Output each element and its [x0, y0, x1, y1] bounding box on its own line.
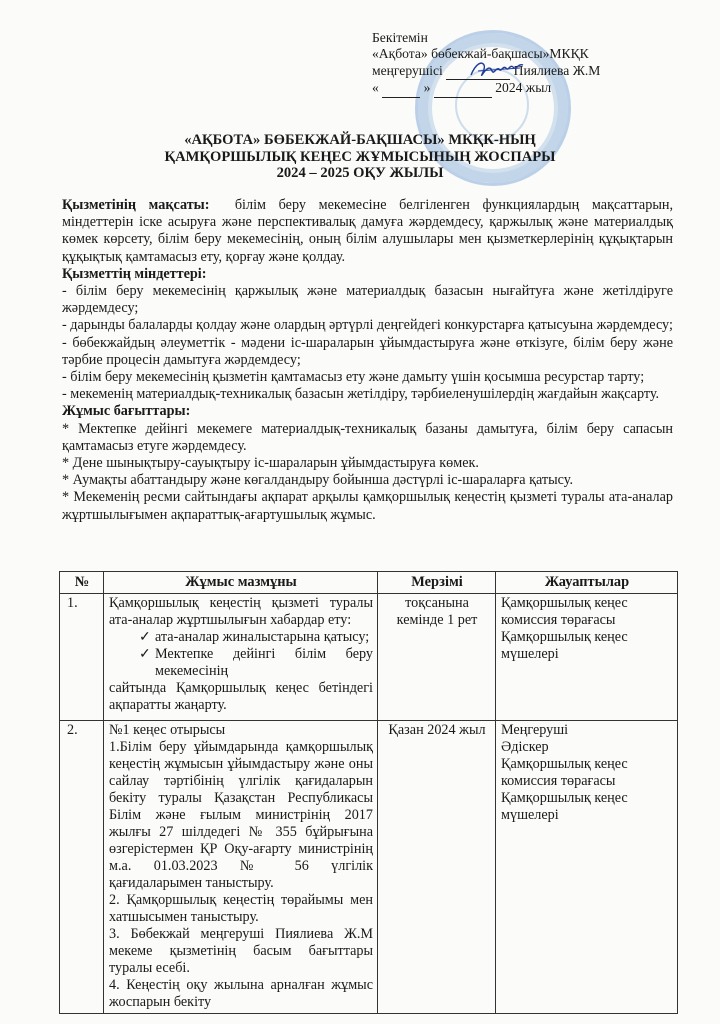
- responsible-item: Меңгеруші: [501, 722, 569, 738]
- row-number: 1.: [60, 594, 104, 721]
- row-content: [104, 594, 378, 721]
- date-month-blank: [434, 80, 492, 97]
- content-intro: Қамқоршылық кеңестің қызметі туралы ата-аналар жұртшылығын хабардар ету:: [109, 595, 373, 628]
- task-item: - білім беру мекемесінің қызметін қамтамасыз ету және дамыту үшін қосымша ресурстар тарту;: [62, 369, 645, 386]
- task-item: - мекеменің материалдық-техникалық базасын жетілдіру, тәрбиеленушілердің жағдайын жақсарту.: [62, 386, 660, 403]
- date-year: 2024 жыл: [495, 80, 552, 96]
- table-row: [60, 594, 678, 721]
- direction-item: * Мекеменің ресми сайтындағы ақпарат арқылы қамқоршылық кеңестің қызметі туралы ата-аналар жұртшылығымен ақпараттық-ағартушылық жұмыс.: [62, 489, 673, 523]
- checkmark-icon: ✓: [139, 646, 151, 662]
- agenda-item: 2. Қамқоршылық кеңестің төрайымы мен хатшысымен таныстыру.: [109, 892, 373, 925]
- row-number: 2.: [60, 721, 104, 1014]
- direction-item: * Дене шынықтыру-сауықтыру іс-шараларын ұйымдастыруға көмек.: [62, 455, 479, 472]
- responsible-item: Қамқоршылық кеңес мүшелері: [501, 629, 628, 662]
- header-responsible: Жауаптылар: [496, 572, 678, 594]
- goal-heading: Қызметінің мақсаты:: [62, 197, 210, 213]
- date-quote-open: «: [372, 80, 379, 96]
- header-content: Жұмыс мазмұны: [104, 572, 378, 594]
- signature-line: [446, 63, 510, 80]
- check-item-text: Мектепке дейінгі білім беру мекемесінің: [155, 646, 373, 679]
- directions-heading: Жұмыс бағыттары:: [62, 403, 191, 420]
- check-list: [109, 629, 373, 680]
- meeting-title: №1 кеңес отырысы: [109, 722, 226, 738]
- goal-text: білім беру мекемесіне белгіленген функциялардың мақсаттарын, міндеттерін іске асыруға және перспективалық дамуға жәрдемдесу, қаржылық және материалдық көмек көрсету, білім беру мекемесінің, оның білім алушылары мен қызметкерлерінің құқықтарын құқықтық қамтамасыз ету, қорғау және қолдау.: [62, 197, 673, 265]
- date-quote-close: »: [423, 80, 431, 96]
- check-list-item: [139, 629, 373, 646]
- goal-paragraph: [62, 197, 673, 266]
- approval-line-1: Бекітемін: [372, 30, 428, 45]
- task-item: - дарынды балаларды қолдау және олардың әртүрлі деңгейдегі конкурстарға қатысуына жәрдемдесу;: [62, 317, 673, 334]
- responsible-item: Қамқоршылық кеңес комиссия төрағасы: [501, 595, 628, 628]
- date-day-blank: [382, 80, 420, 97]
- check-list-item: [139, 646, 373, 680]
- approval-block: [372, 30, 600, 98]
- document-title: [60, 132, 660, 182]
- row-content: [104, 721, 378, 1014]
- content-outro: сайтында Қамқоршылық кеңес бетіндегі ақпаратты жаңарту.: [109, 680, 373, 713]
- agenda-item: 4. Кеңестің оқу жылына арналған жұмыс жоспарын бекіту: [109, 977, 373, 1010]
- row-term: тоқсанына кемінде 1 рет: [378, 594, 496, 721]
- header-term: Мерзімі: [378, 572, 496, 594]
- table-header-row: [60, 572, 678, 594]
- approval-position: меңгерушісі: [372, 62, 443, 78]
- row-responsible: [496, 721, 678, 1014]
- row-responsible: [496, 594, 678, 721]
- responsible-item: Әдіскер: [501, 739, 549, 755]
- row-term: Қазан 2024 жыл: [378, 721, 496, 1014]
- responsible-item: Қамқоршылық кеңес мүшелері: [501, 790, 628, 823]
- responsible-item: Қамқоршылық кеңес комиссия төрағасы: [501, 756, 628, 789]
- direction-item: * Аумақты абаттандыру және көгалдандыру бойынша дәстүрлі іс-шараларға қатысу.: [62, 472, 573, 489]
- title-line-1: «АҚБОТА» БӨБЕКЖАЙ-БАҚШАСЫ» МКҚК-НЫҢ: [184, 132, 536, 148]
- direction-item: * Мектепке дейінгі мекемеге материалдық-техникалық базаны дамытуға, білім беру сапасын қамтамасыз етуге жәрдемдесу.: [62, 420, 673, 454]
- agenda-item: 3. Бөбекжай меңгеруші Пиялиева Ж.М мекеме қызметінің басым бағыттары туралы есебі.: [109, 926, 373, 976]
- task-item: - білім беру мекемесінің қаржылық және материалдық базасын нығайтуға және жетілдіруге жәрдемдесу;: [62, 283, 673, 317]
- tasks-heading: Қызметтің міндеттері:: [62, 265, 207, 282]
- check-item-text: ата-аналар жиналыстарына қатысу;: [155, 629, 370, 645]
- document-body: [62, 197, 673, 524]
- approval-line-3: [372, 63, 600, 80]
- work-plan-table: [59, 571, 678, 1014]
- approver-name: Пиялиева Ж.М: [513, 62, 601, 78]
- task-item: - бөбекжайдың әлеуметтік - мәдени іс-шараларын ұйымдастыруға және өткізуге, білім беру және тәрбие процесін дамытуға жәрдемдесу;: [62, 334, 673, 368]
- checkmark-icon: ✓: [139, 629, 151, 645]
- agenda-item: 1.Білім беру ұйымдарында қамқоршылық кеңестің жұмысын ұйымдастыру және оны сайлау тәртібінің үлгілік қағидаларын бекіту туралы Қазақстан Республикасы Білім және ғылым министрінің 2017 жылғы 27 шілдедегі № 355 бұйрығына өзгерістермен ҚР Оқу-ағарту министрінің м.а. 01.03.2023 № 56 үлгілік қағидаларымен таныстыру.: [109, 739, 373, 891]
- title-line-2: ҚАМҚОРШЫЛЫҚ КЕҢЕС ЖҰМЫСЫНЫҢ ЖОСПАРЫ: [164, 148, 556, 165]
- title-line-3: 2024 – 2025 ОҚУ ЖЫЛЫ: [276, 165, 444, 182]
- table-row: [60, 721, 678, 1014]
- approval-line-2: «Ақбота» бөбекжай-бақшасы»МКҚК: [372, 46, 589, 62]
- header-number: №: [60, 572, 104, 594]
- approval-date-line: [372, 80, 600, 97]
